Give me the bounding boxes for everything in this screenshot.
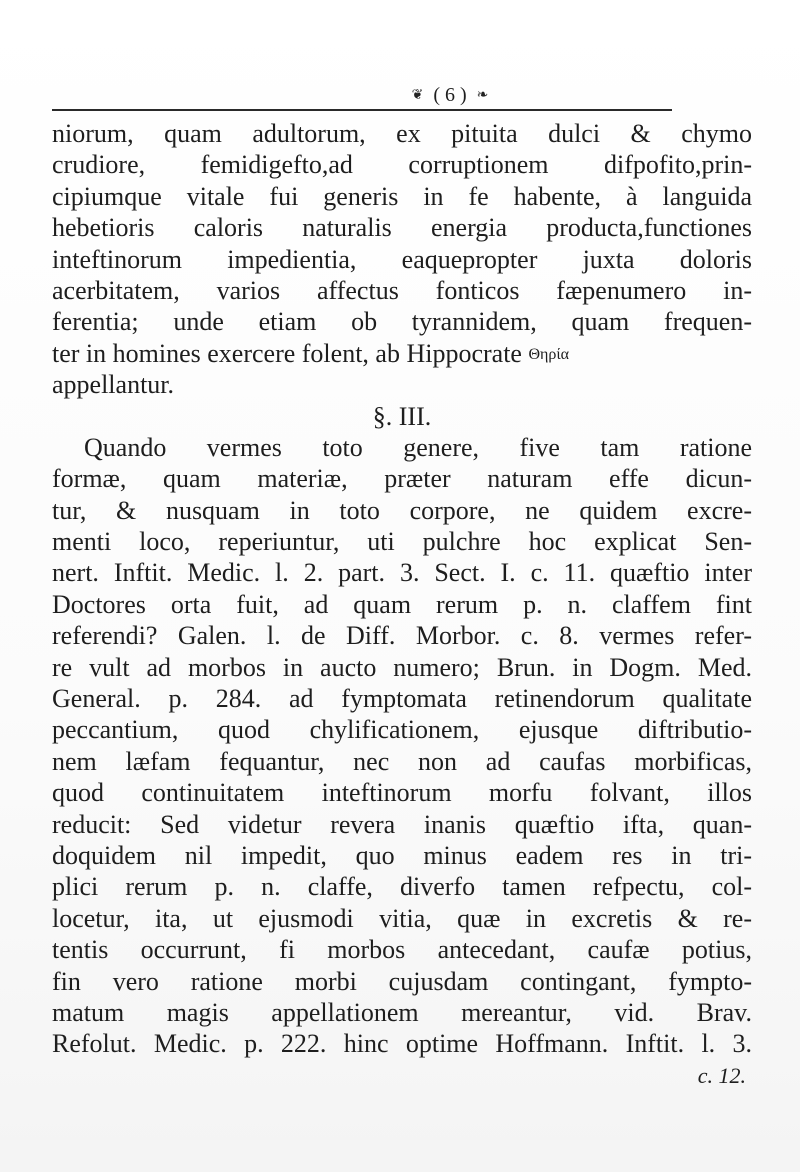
page-number: ( 6 ) [433, 83, 467, 106]
text-line: matum magis appellationem mereantur, vid. Brav. [52, 997, 752, 1027]
text-line: plici rerum p. n. claffe, diverfo tamen refpectu, col- [52, 872, 752, 902]
text-line: acerbitatem, varios affectus fonticos fæpenumero in- [52, 275, 752, 305]
text-line: reducit: Sed videtur revera inanis quæftio ifta, quan- [52, 809, 752, 839]
text-line: appellantur. [52, 370, 175, 400]
text-line: referendi? Galen. l. de Diff. Morbor. c. 8. vermes refer- [52, 621, 752, 651]
text-line: inteftinorum impedientia, eaquepropter juxta doloris [52, 244, 752, 274]
text-line: General. p. 284. ad fymptomata retinendorum qualitate [52, 684, 752, 714]
greek-word: Θηρία [528, 345, 570, 363]
text-line: doquidem nil impedit, quo minus eadem res in tri- [52, 840, 752, 870]
text-line: hebetioris caloris naturalis energia producta,functiones [52, 213, 752, 243]
text-line: formæ, quam materiæ, præter naturam effe dicun- [52, 464, 752, 494]
text-line: Refolut. Medic. p. 222. hinc optime Hoffmann. Inftit. l. 3. [52, 1029, 752, 1059]
text-line: cipiumque vitale fui generis in fe habente, à languida [52, 181, 752, 211]
text-line: quod continuitatem inteftinorum morfu folvant, illos [52, 778, 752, 808]
page-header [150, 80, 750, 110]
text-line: locetur, ita, ut ejusmodi vitia, quæ in excretis & re- [52, 903, 752, 933]
text-line: tentis occurrunt, fi morbos antecedant, caufæ potius, [52, 935, 752, 965]
header-rule [52, 109, 672, 111]
section-heading: §. III. [372, 401, 432, 431]
text-line: crudiore, femidigefto,ad corruptionem difpofito,prin- [52, 150, 752, 180]
text-line: Doctores orta fuit, ad quam rerum p. n. claffem fint [52, 589, 752, 619]
text-line-with-greek [52, 338, 752, 369]
text-line: ferentia; unde etiam ob tyrannidem, quam frequen- [52, 307, 752, 337]
text-line: fin vero ratione morbi cujusdam contingant, fympto- [52, 966, 752, 996]
text-line: nert. Inftit. Medic. l. 2. part. 3. Sect. I. c. 11. quæftio inter [52, 558, 752, 588]
body-text [52, 118, 752, 1091]
text-line: peccantium, quod chylificationem, ejusque diftributio- [52, 715, 752, 745]
text-line: nem læfam fequantur, nec non ad caufas morbificas, [52, 746, 752, 776]
text-line: Quando vermes toto genere, five tam ratione [84, 432, 752, 462]
text-line: tur, & nusquam in toto corpore, ne quidem excre- [52, 495, 752, 525]
text-line: ter in homines exercere folent, ab Hippocrate [52, 338, 522, 368]
catchword: c. 12. [697, 1062, 746, 1088]
text-line: re vult ad morbos in aucto numero; Brun. in Dogm. Med. [52, 652, 752, 682]
text-line: niorum, quam adultorum, ex pituita dulci & chymo [52, 119, 752, 148]
text-line: menti loco, reperiuntur, uti pulchre hoc explicat Sen- [52, 527, 752, 557]
ornament-left-icon: ❦ [411, 87, 424, 103]
ornament-right-icon: ❧ [476, 87, 489, 103]
